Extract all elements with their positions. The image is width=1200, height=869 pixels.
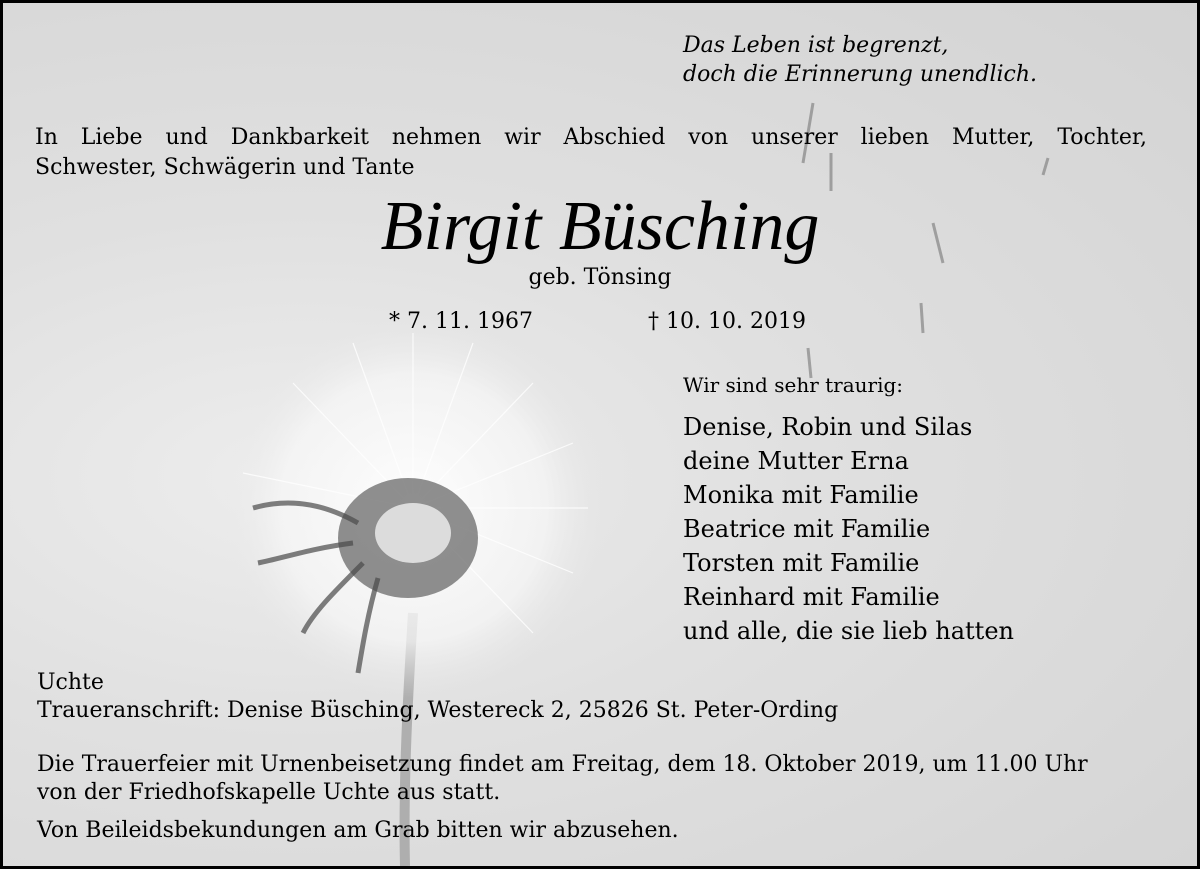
mourners-heading: Wir sind sehr traurig:	[683, 373, 904, 397]
intro-line-1: In Liebe und Dankbarkeit nehmen wir Abschied von unserer lieben Mutter, Tochter,	[35, 125, 1147, 150]
birth-date: * 7. 11. 1967	[389, 309, 533, 334]
quote-line-1: Das Leben ist begrenzt,	[683, 33, 949, 58]
place-name: Uchte	[37, 670, 104, 695]
ceremony-info	[37, 751, 1088, 807]
list-item: Torsten mit Familie	[683, 549, 920, 577]
ceremony-line-2: von der Friedhofskapelle Uchte aus statt.	[37, 780, 501, 805]
memorial-quote	[683, 31, 1037, 89]
intro-text	[35, 123, 1147, 183]
list-item: deine Mutter Erna	[683, 447, 909, 475]
list-item: Reinhard mit Familie	[683, 583, 940, 611]
mourning-address: Traueranschrift: Denise Büsching, Westereck 2, 25826 St. Peter-Ording	[37, 698, 839, 723]
list-item: Monika mit Familie	[683, 481, 919, 509]
intro-line-2: Schwester, Schwägerin und Tante	[35, 155, 415, 180]
list-item: Denise, Robin und Silas	[683, 413, 973, 441]
ceremony-line-1: Die Trauerfeier mit Urnenbeisetzung findet am Freitag, dem 18. Oktober 2019, um 11.00 Uhr	[37, 752, 1088, 777]
mourners-list	[683, 410, 1014, 648]
quote-line-2: doch die Erinnerung unendlich.	[683, 62, 1038, 87]
deceased-name: Birgit Büsching	[380, 188, 820, 265]
list-item: Beatrice mit Familie	[683, 515, 931, 543]
condolence-note: Von Beileidsbekundungen am Grab bitten wir abzusehen.	[37, 818, 679, 843]
list-item: und alle, die sie lieb hatten	[683, 617, 1014, 645]
maiden-name: geb. Tönsing	[528, 265, 672, 290]
death-date: † 10. 10. 2019	[648, 309, 806, 334]
